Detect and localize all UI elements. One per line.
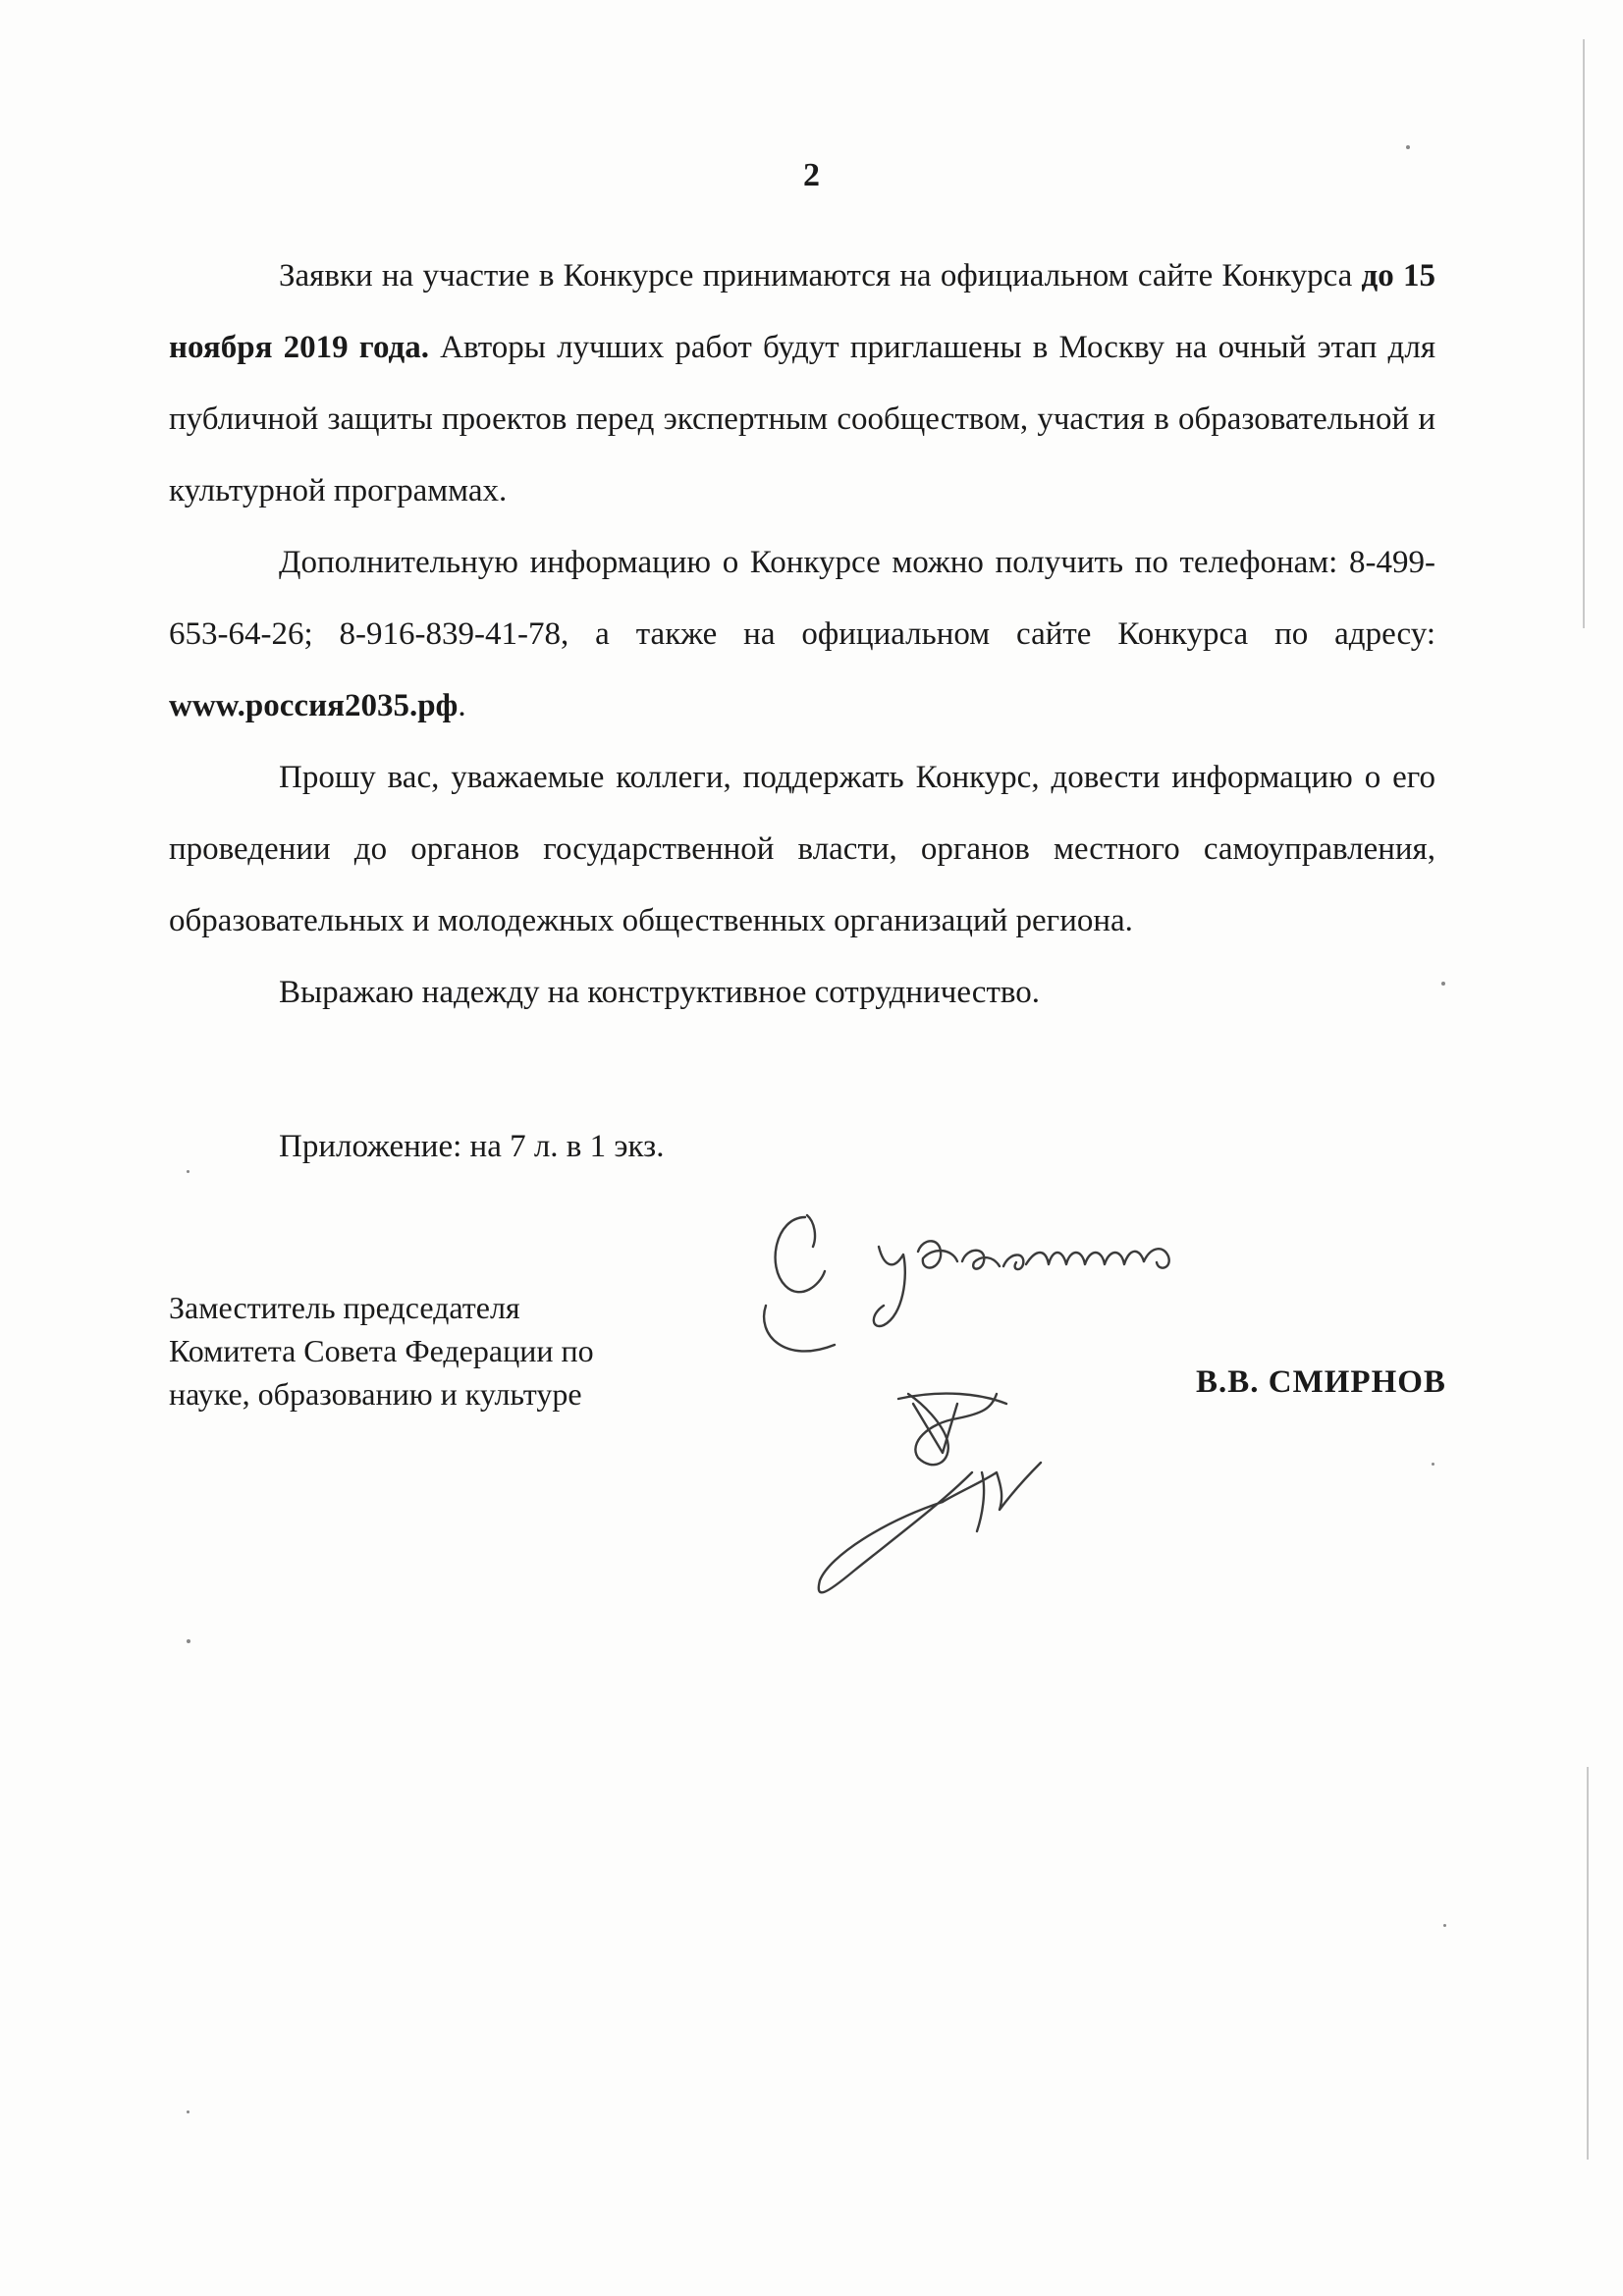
page-number: 2 (803, 157, 820, 193)
paragraph-submission (169, 240, 1435, 527)
signer-title-line-2: Комитета Совета Федерации по (169, 1333, 594, 1368)
deadline-date: до 15 ноября 2019 года. (169, 258, 1435, 365)
paragraph-submission-text-b: Авторы лучших работ будут приглашены в Москву на очный этап для публичной защиты проектов перед экспертным сообществом, участия в образовательной и культурной программах. (169, 330, 1435, 508)
scan-speck (1432, 1463, 1434, 1466)
contest-website: www.россия2035.рф (169, 688, 459, 723)
letter-body (169, 240, 1435, 1029)
paragraph-request: Прошу вас, уважаемые коллеги, поддержать Конкурс, довести информацию о его проведении до органов государственной власти, органов местного самоуправления, образовательных и молодежных общественных организаций региона. (169, 760, 1435, 938)
scan-speck (187, 1170, 189, 1173)
signer-title (169, 1286, 594, 1415)
paragraph-closing: Выражаю надежду на конструктивное сотрудничество. (279, 975, 1040, 1010)
scan-edge-line (1583, 39, 1585, 628)
attachment-note: Приложение: на 7 л. в 1 экз. (279, 1129, 665, 1164)
scan-speck (1441, 982, 1445, 986)
scan-speck (1406, 145, 1410, 149)
handwritten-signature (746, 1178, 1434, 1639)
paragraph-contacts-text-b: . (458, 688, 466, 723)
paragraph-contacts-text-a: Дополнительную информацию о Конкурсе можно получить по телефонам: 8-499-653-64-26; 8-916-839-41-78, а также на официальном сайте Конкурса по адресу: (169, 545, 1435, 652)
scan-edge-line (1587, 1767, 1589, 2160)
signer-name: В.В. СМИРНОВ (1196, 1364, 1446, 1400)
paragraph-contacts (169, 527, 1435, 742)
signer-title-line-1: Заместитель председателя (169, 1290, 520, 1325)
signer-title-line-3: науке, образованию и культуре (169, 1376, 582, 1412)
scan-speck (1443, 1924, 1446, 1927)
scan-speck (187, 2110, 189, 2113)
paragraph-submission-text-a: Заявки на участие в Конкурсе принимаются на официальном сайте Конкурса (279, 258, 1362, 294)
scan-speck (187, 1639, 190, 1643)
